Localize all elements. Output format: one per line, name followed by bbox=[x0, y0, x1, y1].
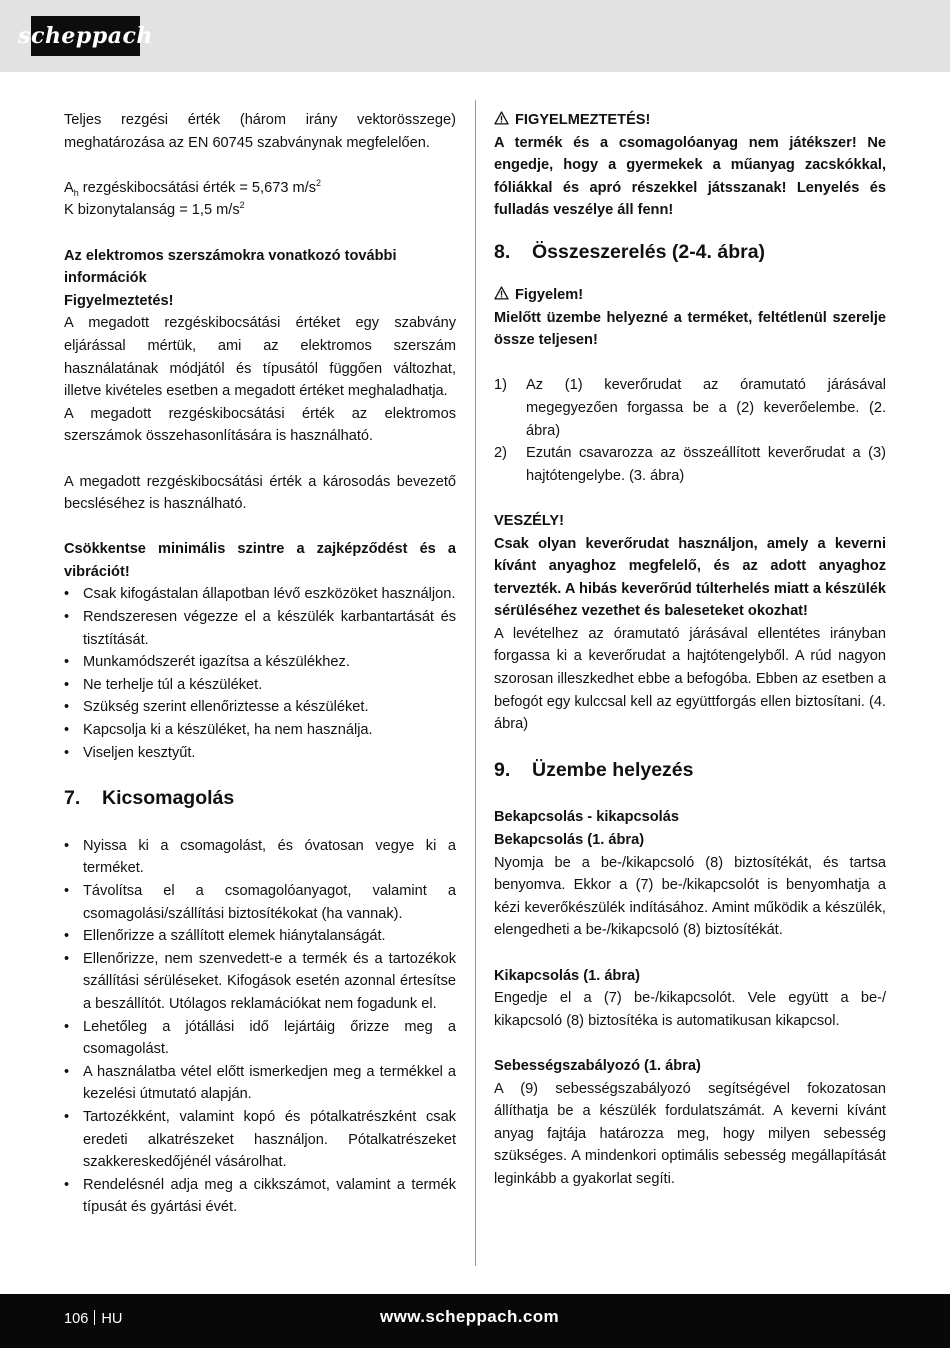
info-warning: Figyelmeztetés! bbox=[64, 292, 174, 309]
scheppach-logo: scheppach bbox=[31, 16, 140, 56]
warning-triangle-icon bbox=[494, 111, 509, 125]
footer-bar bbox=[0, 1294, 950, 1348]
right-column bbox=[494, 109, 886, 1191]
off-heading: Kikapcsolás (1. ábra) bbox=[494, 967, 641, 984]
k-value-line: K bizonytalanság = 1,5 $m/s^2$ bbox=[64, 200, 245, 219]
vibration-total-paragraph: Teljes rezgési érték (három irány vektorösszege) meghatározása az EN 60745 szabványnak megfelelően. bbox=[64, 112, 456, 151]
danger-text: Csak olyan keverőrudat használjon, amely a keverni kívánt anyaghoz megfelelő, és az adott anyaghoz tervezték. A hibás keverőrúd túlterhelés miatt a készülék sérüléséhez vezethet és baleseteket okozhat! bbox=[494, 535, 886, 620]
list-item: • Rendszeresen végezze el a készülék karbantartását és tisztítását. bbox=[64, 606, 456, 651]
list-item: • Nyissa ki a csomagolást, és óvatosan vegye ki a terméket. bbox=[64, 835, 456, 880]
list-item: • Kapcsolja ki a készüléket, ha nem használja. bbox=[64, 719, 456, 742]
reduce-list bbox=[64, 583, 456, 764]
ah-value-line: $A_h$ rezgéskibocsátási érték = 5,673 $m/s^2$ bbox=[64, 177, 322, 198]
page-number: 106 HU bbox=[64, 1311, 123, 1327]
section-9-heading: 9. Üzembe helyezés bbox=[494, 758, 694, 781]
list-item: • Rendelésnél adja meg a cikkszámot, valamint a termék típusát és gyártási évét. bbox=[64, 1174, 456, 1219]
info-paragraph-1: A megadott rezgéskibocsátási értéket egy szabvány eljárással mértük, ami az elektromos szerszám használatának módjától és típusától függően változhat, illetve kivételes esetben a megadott értéket meghaladhatja. bbox=[64, 315, 456, 400]
info-paragraph-3: A megadott rezgéskibocsátási érték a károsodás bevezető becsléséhez is használható. bbox=[64, 473, 456, 513]
list-item: • Ne terhelje túl a készüléket. bbox=[64, 674, 456, 697]
attention-title: Figyelem! bbox=[494, 284, 886, 307]
assembly-steps bbox=[494, 374, 886, 487]
list-item: • Tartozékként, valamint kopó és pótalkatrészként csak eredeti alkatrészeket használjon. Pótalkatrészeket szakkereskedőjénél vásárolhat. bbox=[64, 1106, 456, 1174]
unpack-list bbox=[64, 835, 456, 1219]
speed-text: A (9) sebességszabályozó segítségével fokozatosan állíthatja be a készülék fordulatszámát. A keverni kívánt anyag fajtája határozza meg, hogy milyen sebesség szükséges. A mindenkori optimális sebesség megállapítását leginkább a gyakorlat segíti. bbox=[494, 1080, 886, 1187]
on-heading: Bekapcsolás (1. ábra) bbox=[494, 832, 645, 849]
language-code: HU bbox=[101, 1311, 123, 1327]
list-item: • Szükség szerint ellenőriztesse a készüléket. bbox=[64, 696, 456, 719]
section-8-heading: 8. Összeszerelés (2-4. ábra) bbox=[494, 240, 766, 263]
list-item: • Viseljen kesztyűt. bbox=[64, 742, 456, 765]
list-item: • A használatba vétel előtt ismerkedjen meg a termékkel a kezelési útmutató alapján. bbox=[64, 1061, 456, 1106]
list-item: • Távolítsa el a csomagolóanyagot, valamint a csomagolási/szállítási biztosítékokat (ha vannak). bbox=[64, 880, 456, 925]
list-item: 1) Az (1) keverőrudat az óramutató járásával megegyezően forgassa be a (2) keverőelembe. (2. ábra) bbox=[494, 377, 886, 439]
header-bar bbox=[0, 0, 950, 72]
info-heading: Az elektromos szerszámokra vonatkozó további információk bbox=[64, 247, 397, 287]
warning-triangle-icon bbox=[494, 286, 509, 300]
list-item: • Ellenőrizze, nem szenvedett-e a termék és a tartozékok szállítási sérüléseket. Kifogások esetén azonnal értesítse a beszállítót. Utólagos reklamációkat nem fogadunk el. bbox=[64, 948, 456, 1016]
onoff-heading: Bekapcsolás - kikapcsolás bbox=[494, 809, 679, 826]
reduce-heading: Csökkentse minimális szintre a zajképződést és a vibrációt! bbox=[64, 541, 456, 580]
list-item: • Lehetőleg a jótállási idő lejártáig őrizze meg a csomagolást. bbox=[64, 1016, 456, 1061]
attention-text: Mielőtt üzembe helyezné a terméket, feltétlenül szerelje össze teljesen! bbox=[494, 309, 886, 349]
info-paragraph-2: A megadott rezgéskibocsátási érték az elektromos szerszámok összehasonlítására is használható. bbox=[64, 405, 456, 445]
warning-text: A termék és a csomagolóanyag nem játékszer! Ne engedje, hogy a gyermekek a műanyag zacskókkal, fóliákkal és apró részekkel játsszanak! Lenyelés és fulladás veszélye áll fenn! bbox=[494, 134, 886, 219]
danger-body: A levételhez az óramutató járásával ellentétes irányban forgassa ki a keverőrudat a hajtótengelyből. A rúd nagyon szorosan illeszkedhet ebbe a befogóba. Ebben az esetben a befogót egy kulccsal kell az együttforgás ellen biztosítani. (4. ábra) bbox=[494, 625, 886, 733]
warning-title: FIGYELMEZTETÉS! bbox=[494, 109, 886, 132]
on-text: Nyomja be a be-/kikapcsoló (8) biztosítékát, és tartsa benyomva. Ekkor a (7) be-/kikapcsolót is benyomhatja a kézi keverőkészülék indításához. Amint működik a készülék, elengedheti a be-/kikapcsoló (8) biztosítékát. bbox=[494, 854, 886, 939]
speed-heading: Sebességszabályozó (1. ábra) bbox=[494, 1057, 701, 1074]
list-item: • Ellenőrizze a szállított elemek hiánytalanságát. bbox=[64, 925, 456, 948]
column-divider bbox=[475, 100, 476, 1266]
website-url: www.scheppach.com bbox=[380, 1307, 560, 1326]
list-item: • Csak kifogástalan állapotban lévő eszközöket használjon. bbox=[64, 583, 456, 606]
left-column bbox=[64, 109, 456, 1219]
list-item: 2) Ezután csavarozza az összeállított keverőrudat a (3) hajtótengelybe. (3. ábra) bbox=[494, 445, 886, 484]
section-7-heading: 7. Kicsomagolás bbox=[64, 787, 235, 810]
list-item: • Munkamódszerét igazítsa a készülékhez. bbox=[64, 651, 456, 674]
danger-title: VESZÉLY! bbox=[494, 512, 565, 529]
off-text: Engedje el a (7) be-/kikapcsolót. Vele együtt a be-/ kikapcsoló (8) biztosítéka is automatikusan kikapcsol. bbox=[494, 990, 886, 1029]
